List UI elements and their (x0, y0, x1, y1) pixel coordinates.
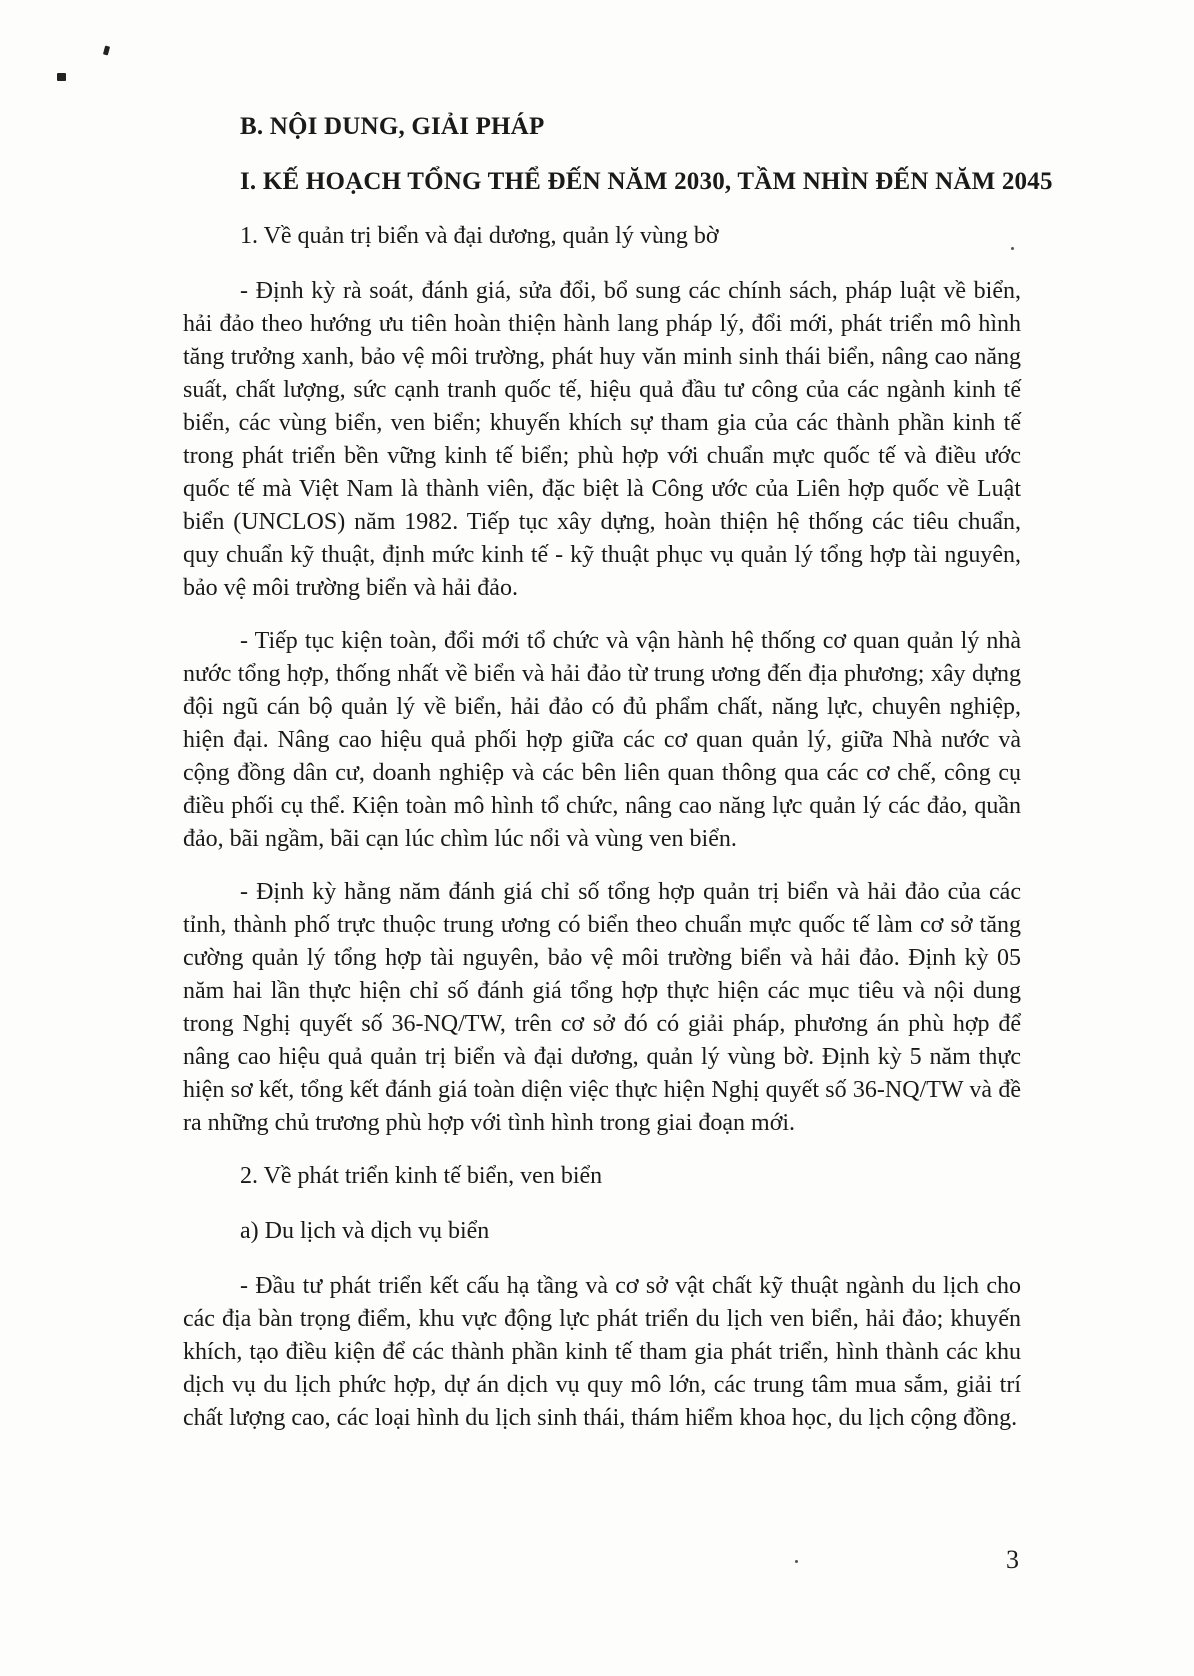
section-heading-i: I. KẾ HOẠCH TỔNG THỂ ĐẾN NĂM 2030, TẦM NHÌN ĐẾN NĂM 2045 (240, 168, 1053, 195)
paragraph-state-apparatus: - Tiếp tục kiện toàn, đổi mới tổ chức và vận hành hệ thống cơ quan quản lý nhà nước tổng hợp, thống nhất về biển và hải đảo từ trung ương đến địa phương; xây dựng đội ngũ cán bộ quản lý về biển, hải đảo có đủ phẩm chất, năng lực, chuyên nghiệp, hiện đại. Nâng cao hiệu quả phối hợp giữa các cơ quan quản lý, giữa Nhà nước và cộng đồng dân cư, doanh nghiệp và các bên liên quan thông qua các cơ chế, công cụ điều phối cụ thể. Kiện toàn mô hình tổ chức, nâng cao năng lực quản lý các đảo, quần đảo, bãi ngầm, bãi cạn lúc chìm lúc nổi và vùng ven biển. (183, 628, 1021, 852)
item-2-title: 2. Về phát triển kinh tế biển, ven biển (240, 1163, 603, 1189)
page-number: 3 (1006, 1545, 1019, 1574)
scan-artifact (57, 73, 66, 81)
document-body (183, 110, 1053, 1455)
section-heading-b: B. NỘI DUNG, GIẢI PHÁP (240, 113, 545, 140)
paragraph-policy-review: - Định kỳ rà soát, đánh giá, sửa đổi, bổ sung các chính sách, pháp luật về biển, hải đảo theo hướng ưu tiên hoàn thiện hành lang pháp lý, đổi mới, phát triển mô hình tăng trưởng xanh, bảo vệ môi trường, phát huy văn minh sinh thái biển, nâng cao năng suất, chất lượng, sức cạnh tranh quốc tế, hiệu quả đầu tư công của các ngành kinh tế biển, các vùng biển, ven biển; khuyến khích sự tham gia của các thành phần kinh tế trong phát triển bền vững kinh tế biển; phù hợp với chuẩn mực quốc tế và điều ước quốc tế mà Việt Nam là thành viên, đặc biệt là Công ước của Liên hợp quốc về Luật biển (UNCLOS) năm 1982. Tiếp tục xây dựng, hoàn thiện hệ thống các tiêu chuẩn, quy chuẩn kỹ thuật, định mức kinh tế - kỹ thuật phục vụ quản lý tổng hợp tài nguyên, bảo vệ môi trường biển và hải đảo. (183, 278, 1021, 601)
scan-artifact (103, 46, 110, 56)
paragraph-tourism: - Đầu tư phát triển kết cấu hạ tầng và cơ sở vật chất kỹ thuật ngành du lịch cho các địa bàn trọng điểm, khu vực động lực phát triển du lịch ven biển, hải đảo; khuyến khích, tạo điều kiện để các thành phần kinh tế tham gia phát triển, hình thành các khu dịch vụ du lịch phức hợp, dự án dịch vụ quy mô lớn, các trung tâm mua sắm, giải trí chất lượng cao, các loại hình du lịch sinh thái, thám hiểm khoa học, du lịch cộng đồng. (183, 1273, 1021, 1431)
paragraph-annual-index: - Định kỳ hằng năm đánh giá chỉ số tổng hợp quản trị biển và hải đảo của các tỉnh, thành phố trực thuộc trung ương có biển theo chuẩn mực quốc tế làm cơ sở tăng cường quản lý tổng hợp tài nguyên, bảo vệ môi trường biển và hải đảo. Định kỳ 05 năm hai lần thực hiện chỉ số đánh giá tổng hợp thực hiện các mục tiêu và nội dung trong Nghị quyết số 36-NQ/TW, trên cơ sở đó có giải pháp, phương án phù hợp để nâng cao hiệu quả quản trị biển và đại dương, quản lý vùng bờ. Định kỳ 5 năm thực hiện sơ kết, tổng kết đánh giá toàn diện việc thực hiện Nghị quyết số 36-NQ/TW và đề ra những chủ trương phù hợp với tình hình trong giai đoạn mới. (183, 879, 1021, 1136)
item-2a-title: a) Du lịch và dịch vụ biển (240, 1218, 490, 1244)
scan-artifact (795, 1560, 798, 1563)
item-1-title: 1. Về quản trị biển và đại dương, quản lý vùng bờ (240, 223, 719, 249)
